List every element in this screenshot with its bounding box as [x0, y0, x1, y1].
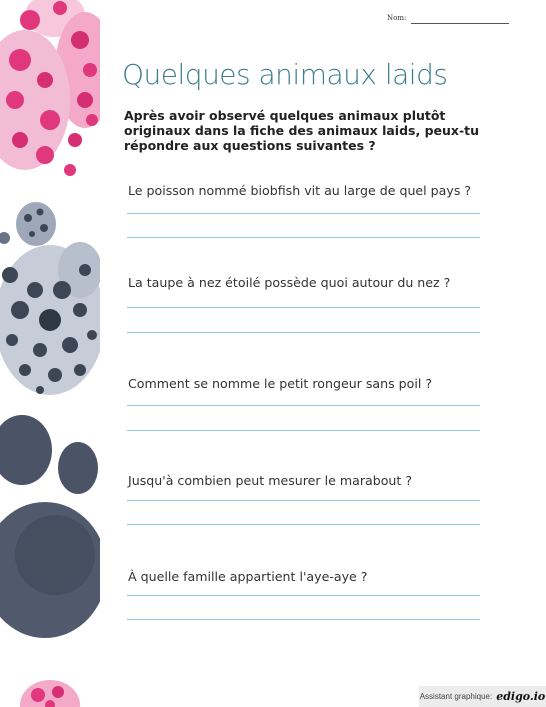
decorative-paw-art: [0, 0, 100, 707]
dark-pad: [0, 502, 100, 638]
dark-toes: [0, 415, 98, 494]
name-field-line[interactable]: [411, 23, 509, 24]
question-5: À quelle famille appartient l'aye-aye ?: [128, 569, 368, 584]
answer-line-3b[interactable]: [127, 430, 480, 431]
spotted-pad: [0, 242, 100, 395]
intro-text: Après avoir observé quelques animaux plutôt originaux dans la fiche des animaux laids, peux-tu répondre aux questions suivantes ?: [124, 108, 480, 153]
answer-line-4a[interactable]: [127, 500, 480, 501]
pink-blob-top: [0, 0, 100, 176]
answer-line-5b[interactable]: [127, 619, 480, 620]
answer-line-1b[interactable]: [127, 237, 480, 238]
footer-label: Assistant graphique:: [419, 692, 493, 701]
question-2: La taupe à nez étoilé possède quoi autour du nez ?: [128, 275, 451, 290]
name-label: Nom:: [387, 14, 407, 22]
answer-line-4b[interactable]: [127, 524, 480, 525]
pink-blob-bottom: [20, 680, 80, 707]
footer-credit: [419, 686, 546, 707]
answer-line-1a[interactable]: [127, 213, 480, 214]
answer-line-5a[interactable]: [127, 595, 480, 596]
answer-line-3a[interactable]: [127, 405, 480, 406]
question-4: Jusqu'à combien peut mesurer le marabout ?: [128, 473, 413, 488]
answer-line-2b[interactable]: [127, 332, 480, 333]
page-title: Quelques animaux laids: [122, 58, 448, 91]
footer-brand[interactable]: edigo.io: [496, 690, 546, 703]
answer-line-2a[interactable]: [127, 307, 480, 308]
question-3: Comment se nomme le petit rongeur sans poil ?: [128, 376, 433, 391]
question-1: Le poisson nommé biobfish vit au large de quel pays ?: [128, 183, 472, 198]
small-spotted-toe: [0, 202, 56, 246]
